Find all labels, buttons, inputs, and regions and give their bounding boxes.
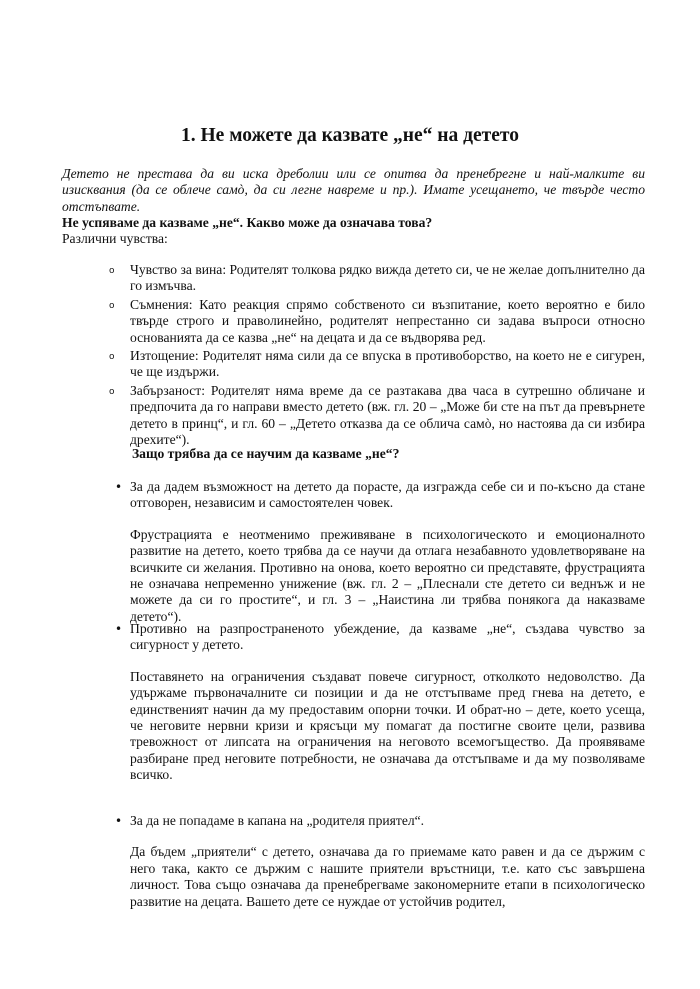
intro-paragraph: Детето не престава да ви иска дреболии или се опитва да пренебрегне и най-малките ви изисквания (да се облече самò, да си легне навреме и пр.). Имате усещането, че твърде често отстъпвате. (62, 166, 645, 214)
reason-paragraph: Фрустрацията е неотменимо преживяване в психологическото и емоционалното развитие на детето, което трябва да се научи да отлага незабавното удовлетворяване на всичките си желания. Противно на онова, което вероятно си представяте, фрустрацията не означава непременно унижение (вж. гл. 2 – „Плеснали сте детето си веднъж и не можете да си го простите“, и гл. 3 – „Наистина ли трябва понякога да наказваме детето“). (130, 526, 645, 624)
question-heading-1: Не успяваме да казваме „не“. Какво може да означава това? (62, 215, 433, 230)
question-heading-2: Защо трябва да се научим да казваме „не“? (132, 446, 400, 461)
list-item-text: Изтощение: Родителят няма сили да се впуска в противоборство, на което не е сигурен, че ще издържи. (130, 348, 645, 380)
circle-bullet-icon: o (109, 352, 115, 363)
feelings-label: Различни чувства: (62, 231, 168, 246)
reason-paragraph: Да бъдем „приятели“ с детето, означава да го приемаме като равен и да се държим с него така, както се държим с нашите приятели връстници, т.е. като със завършена личност. Това също означава да пренебрегваме закономерните етапи в психологическо развитие на децата. Вашето дете се нуждае от устойчив родител, (130, 844, 645, 909)
list-item (0, 297, 700, 346)
list-item (0, 383, 700, 449)
list-item (0, 348, 700, 381)
bullet-icon: • (115, 480, 123, 494)
list-item-text: Съмнения: Като реакция спрямо собственото си възпитание, което вероятно е било твърде строго и праволинейно, родителят непрестанно си задава въпроси относно основанията да се казва „не“ на децата и да се въдворява ред. (130, 296, 645, 345)
feelings-list (0, 262, 700, 450)
reason-heading: Противно на разпространеното убеждение, да казваме „не“, създава чувство за сигурност у детето. (130, 621, 645, 653)
reason-heading: За да дадем възможност на детето да порасте, да изгражда себе си и по-късно да стане отговорен, независим и самостоятелен човек. (130, 479, 645, 511)
reason-paragraph: Поставянето на ограничения създават повече сигурност, отколкото недоволство. Да удържаме първоначалните си позиции и да не отстъпваме пред гнева на детето, е единственият начин да му предоставим опорни точки. И обрат-но – дете, което усеща, че неговите нервни кризи и крясъци му помагат да постигне своите цели, развива тревожност от липсата на ограничения на неговото всемогъщество. Да проявяваме разбиране пред неговите потребности, не означава да отстъпваме и да му позволяваме всичко. (130, 668, 645, 783)
list-item-text: Чувство за вина: Родителят толкова рядко вижда детето си, че не желае допълнително да го измъчва. (130, 262, 645, 294)
reason-block (0, 479, 700, 625)
page-title: 1. Не можете да казвате „не“ на детето (181, 125, 519, 146)
reason-heading: За да не попадаме в капана на „родителя приятел“. (130, 813, 425, 828)
circle-bullet-icon: o (109, 300, 115, 311)
bullet-icon: • (115, 622, 123, 636)
circle-bullet-icon: o (109, 386, 115, 397)
circle-bullet-icon: o (109, 266, 115, 276)
list-item (0, 262, 700, 295)
reason-block (0, 621, 700, 784)
list-item-text: Забързаност: Родителят няма време да се разтакава два часа в сутрешно обличане и предпочита да го направи вместо детето (вж. гл. 20 – „Може би сте на път да превърнете детето в принц“, и гл. 60 – „Детето отказва да се облича самò, но настоява да си избира дрехите“). (130, 382, 645, 448)
bullet-icon: • (115, 814, 123, 828)
reason-block (0, 813, 700, 910)
